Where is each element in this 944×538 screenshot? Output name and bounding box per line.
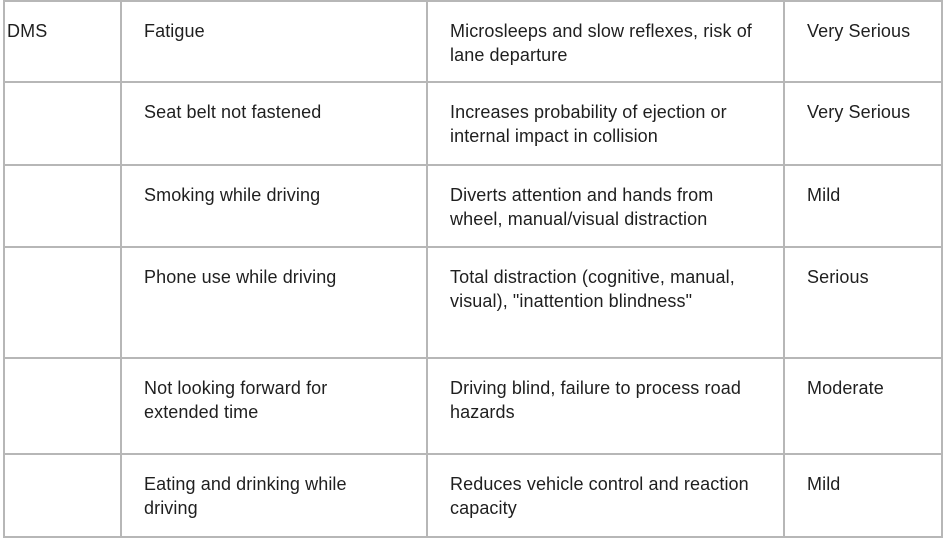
severity-cell: Very Serious xyxy=(784,82,942,165)
table-row xyxy=(4,358,942,454)
severity-cell: Serious xyxy=(784,247,942,358)
risk-description-cell: Increases probability of ejection or internal impact in collision xyxy=(427,82,784,165)
system-cell xyxy=(4,358,121,454)
table-row xyxy=(4,247,942,358)
severity-cell: Mild xyxy=(784,165,942,247)
table-row xyxy=(4,454,942,537)
behavior-cell: Smoking while driving xyxy=(121,165,427,247)
system-cell xyxy=(4,454,121,537)
behavior-cell: Fatigue xyxy=(121,1,427,82)
table-row xyxy=(4,165,942,247)
table-row xyxy=(4,1,942,82)
risk-description-cell: Total distraction (cognitive, manual, visual), "inattention blindness" xyxy=(427,247,784,358)
behavior-cell: Not looking forward for extended time xyxy=(121,358,427,454)
severity-cell: Mild xyxy=(784,454,942,537)
risk-description-cell: Reduces vehicle control and reaction capacity xyxy=(427,454,784,537)
risk-description-cell: Driving blind, failure to process road hazards xyxy=(427,358,784,454)
severity-cell: Very Serious xyxy=(784,1,942,82)
table-row xyxy=(4,82,942,165)
risk-description-cell: Microsleeps and slow reflexes, risk of lane departure xyxy=(427,1,784,82)
behavior-cell: Eating and drinking while driving xyxy=(121,454,427,537)
system-cell xyxy=(4,165,121,247)
dms-risk-table xyxy=(3,0,943,538)
behavior-cell: Phone use while driving xyxy=(121,247,427,358)
risk-description-cell: Diverts attention and hands from wheel, manual/visual distraction xyxy=(427,165,784,247)
severity-cell: Moderate xyxy=(784,358,942,454)
system-cell: DMS xyxy=(4,1,121,82)
system-cell xyxy=(4,82,121,165)
behavior-cell: Seat belt not fastened xyxy=(121,82,427,165)
system-cell xyxy=(4,247,121,358)
